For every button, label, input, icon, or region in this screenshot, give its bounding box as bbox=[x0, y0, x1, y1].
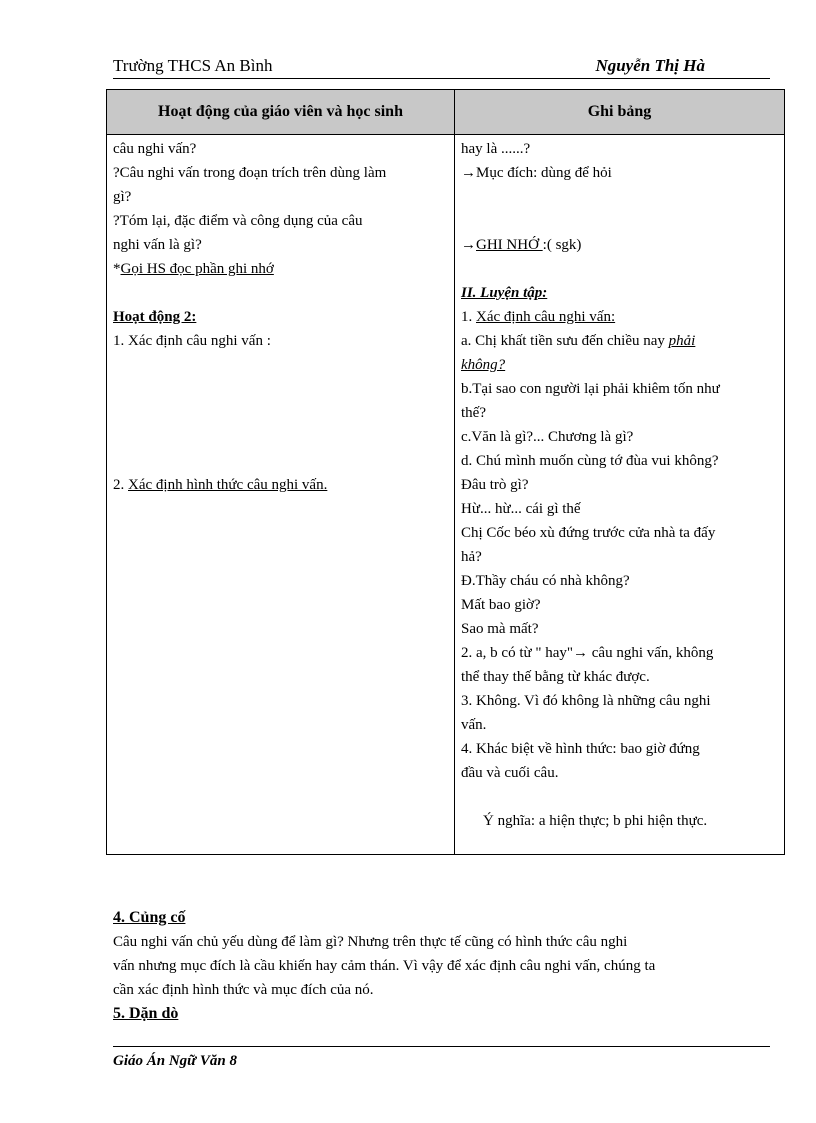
col-header-activities: Hoạt động của giáo viên và học sinh bbox=[107, 90, 455, 135]
sentence-e1: Đâu trò gì? bbox=[461, 477, 529, 493]
practice-heading: II. Luyện tập: bbox=[461, 285, 548, 301]
sentence-d: d. Chú mình muốn cùng tớ đùa vui không? bbox=[461, 453, 719, 469]
sentence-e3: Chị Cốc béo xù đứng trước cửa nhà ta đấy bbox=[461, 525, 716, 541]
section-4-title: 4. Củng cố bbox=[113, 909, 186, 926]
section-4-line: Câu nghi vấn chủ yếu dùng để làm gì? Nhưng trên thực tế cũng có hình thức câu nghi bbox=[113, 934, 628, 950]
school-name: Trường THCS An Bình bbox=[113, 56, 273, 75]
left-line: nghi vấn là gì? bbox=[113, 237, 202, 253]
purpose-line: →Mục đích: dùng để hỏi bbox=[461, 165, 612, 181]
sentence-e2: Hừ... hừ... cái gì thế bbox=[461, 501, 581, 517]
left-line bbox=[113, 257, 448, 281]
sentence-f3: Sao mà mất? bbox=[461, 621, 539, 637]
page-header bbox=[113, 56, 770, 79]
col-header-board: Ghi bảng bbox=[455, 90, 785, 135]
summary-ref: :( sgk) bbox=[542, 237, 582, 253]
answer-2-cont: thể thay thế bằng từ khác được. bbox=[461, 669, 650, 685]
exercise-1-number: 1. bbox=[461, 309, 476, 325]
summary-line bbox=[461, 233, 778, 257]
answer-4: 4. Khác biệt về hình thức: bao giờ đứng bbox=[461, 741, 700, 757]
right-line: hay là ......? bbox=[461, 141, 531, 157]
meaning-line: Ý nghĩa: a hiện thực; b phi hiện thực. bbox=[483, 813, 708, 829]
sentence-a-text: a. Chị khất tiền sưu đến chiều nay bbox=[461, 333, 669, 349]
bullet: * bbox=[113, 261, 121, 277]
section-consolidation bbox=[113, 906, 773, 1026]
task-2 bbox=[113, 473, 448, 497]
exercise-1-text: Xác định câu nghi vấn: bbox=[476, 309, 616, 325]
sentence-f1: Đ.Thầy cháu có nhà không? bbox=[461, 573, 630, 589]
section-5-title: 5. Dặn dò bbox=[113, 1005, 179, 1022]
page-footer: Giáo Án Ngữ Văn 8 bbox=[113, 1046, 770, 1070]
answer-2: 2. a, b có từ " hay"→ câu nghi vấn, không bbox=[461, 645, 714, 661]
task-2-text: Xác định hình thức câu nghi vấn. bbox=[128, 477, 328, 493]
activities-cell bbox=[107, 135, 455, 855]
left-line: câu nghi vấn? bbox=[113, 141, 197, 157]
sentence-f2: Mất bao giờ? bbox=[461, 597, 541, 613]
read-summary-instruction: Gọi HS đọc phần ghi nhớ bbox=[120, 261, 274, 277]
sentence-c: c.Văn là gì?... Chương là gì? bbox=[461, 429, 634, 445]
arrow-icon: → bbox=[461, 237, 476, 253]
sentence-b: b.Tại sao con người lại phải khiêm tốn như bbox=[461, 381, 720, 397]
table-header-row bbox=[107, 90, 785, 135]
left-line: ?Tóm lại, đặc điểm và công dụng của câu bbox=[113, 213, 363, 229]
sentence-a-emphasis: phải bbox=[668, 333, 696, 349]
left-line: gì? bbox=[113, 189, 132, 205]
answer-4-cont: đầu và cuối câu. bbox=[461, 765, 559, 781]
sentence-a-emphasis-2: không? bbox=[461, 357, 506, 373]
sentence-a bbox=[461, 329, 778, 353]
left-line: ?Câu nghi vấn trong đoạn trích trên dùng làm bbox=[113, 165, 387, 181]
summary-label: GHI NHỚ bbox=[476, 237, 543, 253]
exercise-1-title bbox=[461, 305, 778, 329]
sentence-b-cont: thế? bbox=[461, 405, 486, 421]
board-notes-cell bbox=[455, 135, 785, 855]
answer-3: 3. Không. Vì đó không là những câu nghi bbox=[461, 693, 711, 709]
activity-2-heading: Hoạt động 2: bbox=[113, 309, 197, 325]
section-4-line: vấn nhưng mục đích là cầu khiến hay cảm thán. Vì vậy để xác định câu nghi vấn, chúng ta bbox=[113, 958, 656, 974]
task-2-number: 2. bbox=[113, 477, 128, 493]
answer-3-cont: vấn. bbox=[461, 717, 487, 733]
author-name: Nguyễn Thị Hà bbox=[595, 56, 705, 75]
lesson-table bbox=[106, 89, 785, 855]
task-1: 1. Xác định câu nghi vấn : bbox=[113, 333, 271, 349]
sentence-e4: hả? bbox=[461, 549, 482, 565]
section-4-line: cần xác định hình thức và mục đích của nó. bbox=[113, 982, 374, 998]
table-body-row bbox=[107, 135, 785, 855]
